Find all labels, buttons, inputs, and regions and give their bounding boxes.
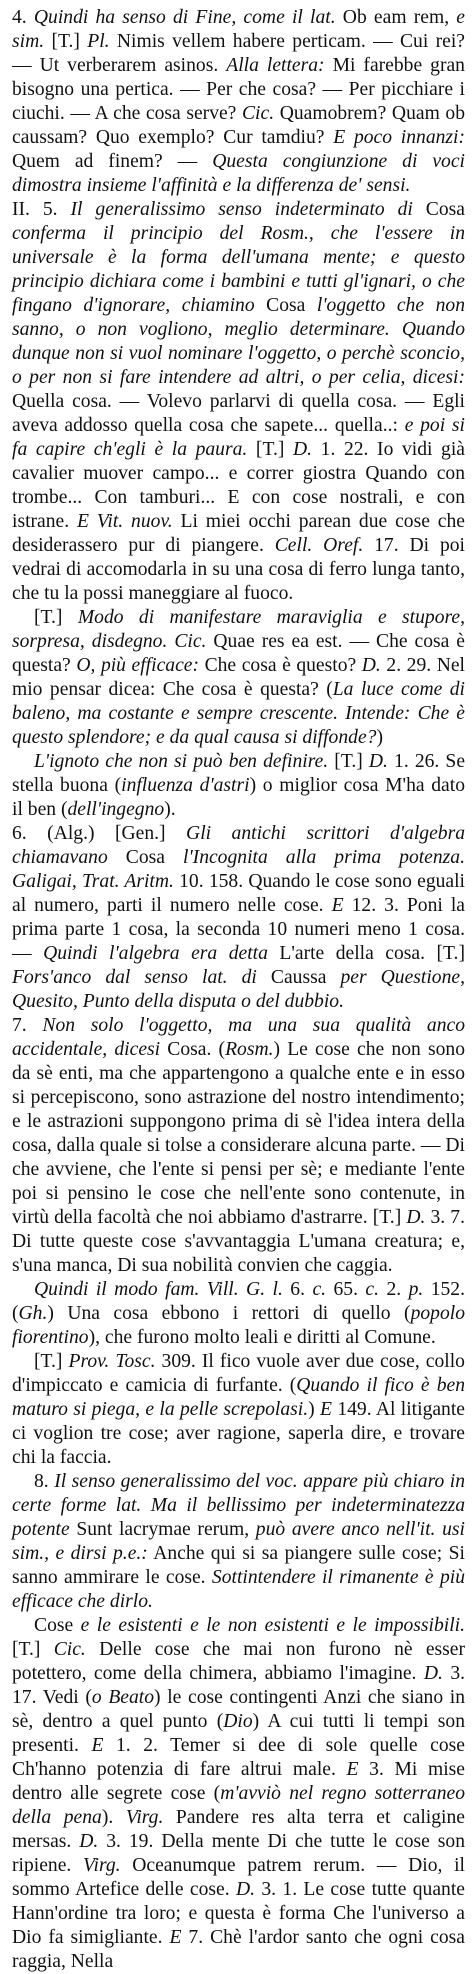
entry-paragraph: L'ignoto che non si può ben definire. [T.] D. 1. 26. Se stella buona (influenza d'astri) o miglior cosa M'ha dato il ben (dell'ingegno). [12, 751, 466, 820]
entry-paragraph: Quindi il modo fam. Vill. G. l. 6. c. 65. c. 2. p. 152. (Gh.) Una cosa ebbono i rettori di quello (popolo fiorentino), che furono molto leali e diritti al Comune. [12, 1279, 466, 1348]
entry-paragraph: 7. Non solo l'oggetto, ma una sua qualità anco accidentale, dicesi Cosa. (Rosm.) Le cose che non sono da sè enti, ma che appartengono a qualche ente e in esso si percepiscono, sono astrazione del nostro intendimento; e le astrazioni suppongono prima di sè l'idea intera della cosa, dalla quale si tolse a considerare alcuna parte. — Di che avviene, che l'ente si pensi per sè; e mediante l'ente poi si pensino le cose che nell'ente sono contenute, in virtù della facoltà che noi abbiamo d'astrarre. [T.] D. 3. 7. Di tutte queste cose s'avvantaggia L'umana creatura; e, s'una manca, Di sua nobilità convien che caggia. [12, 1015, 465, 1276]
entry-paragraph: 8. Il senso generalissimo del voc. appare più chiaro in certe forme lat. Ma il bellissimo per indeterminatezza potente Sunt lacrymae rerum, può avere anco nell'it. usi sim., e dirsi p.e.: Anche qui si sa piangere sulle cose; Si sanno ammirare le cose. Sottintendere il rimanente è più efficace che dirlo. [12, 1471, 466, 1612]
entry-paragraph: 4. Quindi ha senso di Fine, come il lat. Ob eam rem, e sim. [T.] Pl. Nimis vellem habere perticam. — Cui rei? — Ut verberarem asinos. Alla lettera: Mi farebbe gran bisogno una pertica. — Per che cosa? — Per picchiare i ciuchi. — A che cosa serve? Cic. Quamobrem? Quam ob caussam? Quo exemplo? Cur tamdiu? E poco innanzi: Quem ad finem? — Questa congiunzione di voci dimostra insieme l'affinità e la differenza de' sensi. [12, 7, 466, 196]
entry-paragraph: 6. (Alg.) [Gen.] Gli antichi scrittori d'algebra chiamavano Cosa l'Incognita alla prima potenza. Galigai, Trat. Aritm. 10. 158. Quando le cose sono eguali al numero, parti il numero nelle cose. E 12. 3. Poni la prima parte 1 cosa, la seconda 10 numeri meno 1 cosa. — Quindi l'algebra era detta L'arte della cosa. [T.] Fors'anco dal senso lat. di Caussa per Questione, Quesito, Punto della disputa o del dubbio. [12, 823, 466, 1012]
entry-paragraph: II. 5. Il generalissimo senso indeterminato di Cosa conferma il principio del Rosm., che l'essere in universale è la forma dell'umana mente; e questo principio dichiara come i bambini e tutti gl'ignari, o che fingano d'ignorare, chiamino Cosa l'oggetto che non sanno, o non vogliono, meglio determinare. Quando dunque non si vuol nominare l'oggetto, o perchè sconcio, o per non si fare intendere ad altri, o per celia, dicesi: Quella cosa. — Volevo parlarvi di quella cosa. — Egli aveva addosso quella cosa che sapete... quella..: e poi si fa capire ch'egli è la paura. [T.] D. 1. 22. Io vidi già cavalier muover campo... e correr giostra Quando con trombe... Con tamburi... E con cose nostrali, e con istrane. E Vit. nuov. Li miei occhi parean due cose che desiderassero pur di piangere. Cell. Oref. 17. Di poi vedrai di accomodarla in su una cosa di ferro lunga tanto, che tu la possi maneggiare al fuoco. [12, 199, 465, 604]
entry-paragraph: [T.] Prov. Tosc. 309. Il fico vuole aver due cose, collo d'impiccato e camicia di furfante. (Quando il fico è ben maturo si piega, e la pelle screpolasi.) E 149. Al litigante ci voglion tre cose; aver ragione, saperla dire, e trovare chi la faccia. [12, 1351, 466, 1468]
entry-paragraph: [T.] Modo di manifestare maraviglia e stupore, sorpresa, disdegno. Cic. Quae res ea est. — Che cosa è questa? O, più efficace: Che cosa è questo? D. 2. 29. Nel mio pensar dicea: Che cosa è questa? (La luce come di baleno, ma costante e sempre crescente. Intende: Che è questo splendore; e da qual causa si diffonde?) [12, 607, 466, 748]
entry-paragraph: Cose e le esistenti e le non esistenti e le impossibili. [T.] Cic. Delle cose che mai non furono nè esser potettero, come della chimera, abbiamo l'imagine. D. 3. 17. Vedi (o Beato) le cose contingenti Anzi che siano in sè, dentro a quel punto (Dio) A cui tutti li tempi son presenti. E 1. 2. Temer si dee di sole quelle cose Ch'hanno potenzia di fare altrui male. E 3. Mi mise dentro alle segrete cose (m'avviò nel regno sotterraneo della pena). Virg. Pandere res alta terra et caligine mersas. D. 3. 19. Della mente Di che tutte le cose son ripiene. Virg. Oceanumque patrem rerum. — Dio, il sommo Artefice delle cose. D. 3. 1. Le cose tutte quante Hann'ordine tra loro; e questa è forma Che l'universo a Dio fa simigliante. E 7. Chè l'ardor santo che ogni cosa raggia, Nella [12, 1615, 466, 1972]
